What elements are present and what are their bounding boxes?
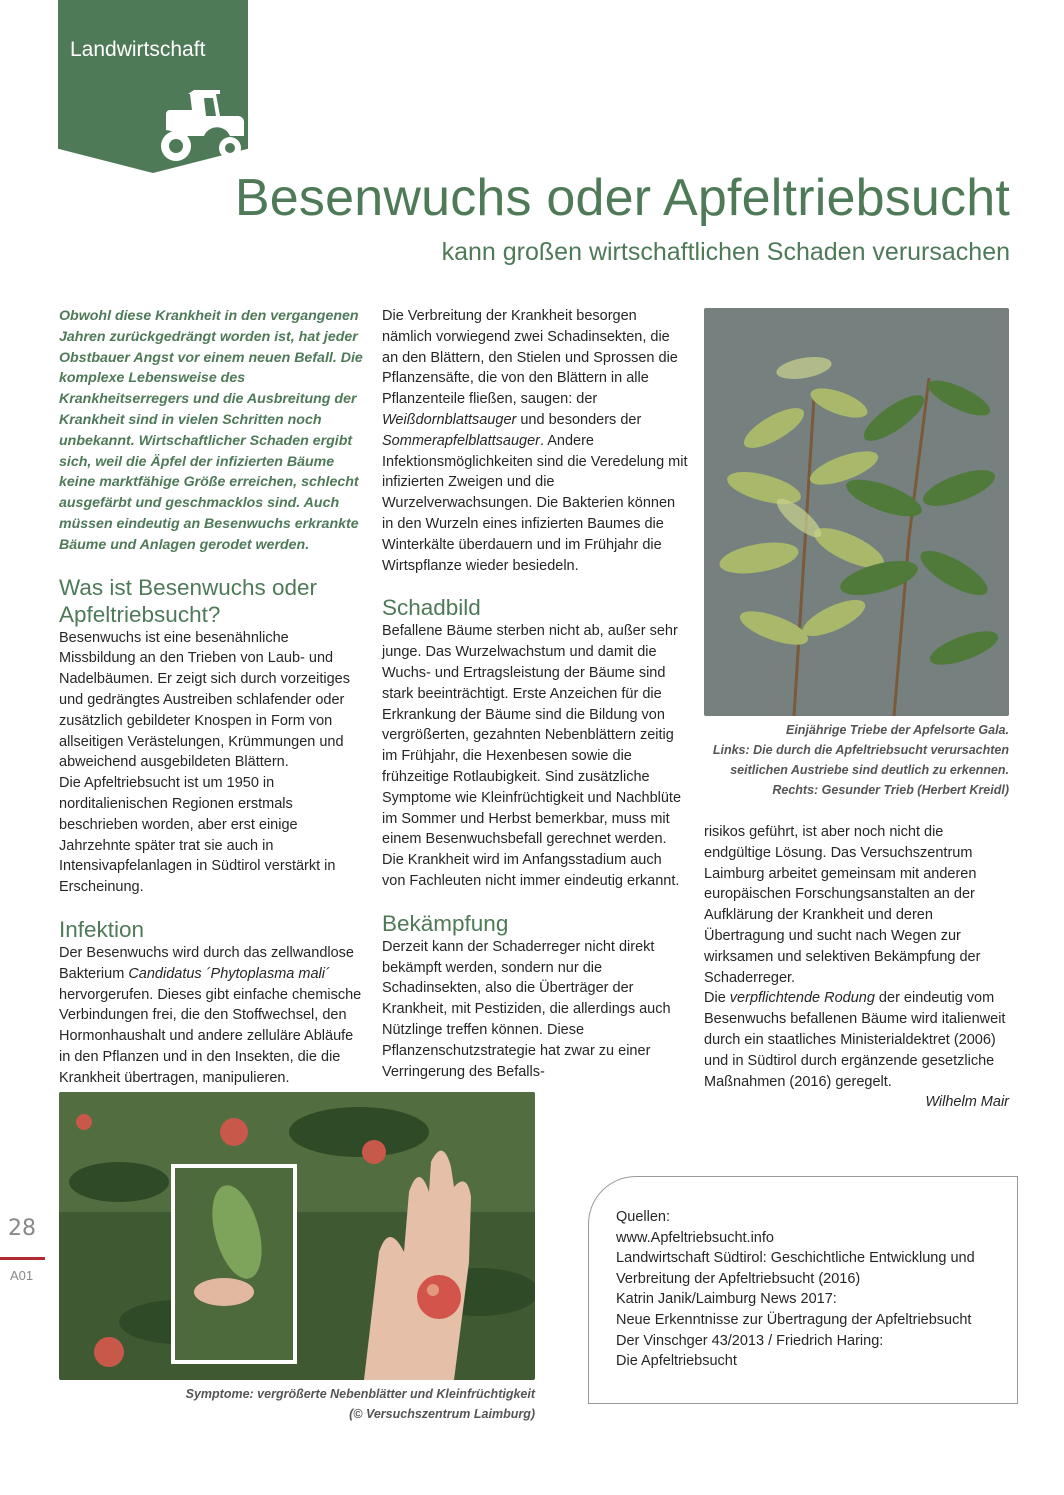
author: Wilhelm Mair [925, 1094, 1009, 1111]
photo-symptoms [59, 1092, 535, 1380]
heading-was-ist: Was ist Besenwuchs oder Apfeltriebsucht? [59, 574, 318, 627]
paragraph-was-2: Die Apfeltriebsucht ist um 1950 in norditalienischen Regionen erstmals beschrieben worden, aber erst einige Jahrzehnte später trat sie auch in Intensivapfelanlagen in Südtirol verstärkt in Erscheinung. [59, 775, 336, 896]
heading-bekaempfung: Bekämpfung [382, 910, 509, 936]
paragraph-risiko: risikos geführt, ist aber noch nicht die endgültige Lösung. Das Versuchszentrum Laimburg arbeitet gemeinsam mit anderen europäischen Forschungsanstalten an der Aufklärung der Krankheit und deren Übertragung und sucht nach Wegen zur wirksamen und selektiven Bekämpfung der Schaderreger. [704, 824, 981, 986]
section-label: Landwirtschaft [70, 38, 206, 61]
page-code: A01 [10, 1268, 34, 1283]
article-title: Besenwuchs oder Apfeltriebsucht [234, 169, 1010, 227]
lead-paragraph: Obwohl diese Krankheit in den vergangenen Jahren zurückgedrängt worden ist, hat jeder Obstbauer Angst vor einem neuen Befall. Die komplexe Lebensweise des Krankheitserregers und die Ausbreitung der Krankheit sind in vielen Schritten noch unbekannt. Wirtschaftlicher Schaden ergibt sich, weil die Äpfel der infizierten Bäume keine marktfähige Größe erreichen, schlecht ausgefärbt und geschmacklos sind. Auch müssen eindeutig an Besenwuchs erkrankte Bäume und Anlagen gerodet werden. [59, 308, 363, 553]
photo-apple-shoots [704, 308, 1009, 716]
column-2 [382, 306, 688, 1082]
photo-bottom-caption: Symptome: vergrößerte Nebenblätter und Kleinfrüchtigkeit (© Versuchszentrum Laimburg) [185, 1387, 535, 1421]
article-subtitle: kann großen wirtschaftlichen Schaden verursachen [441, 238, 1010, 266]
paragraph-bekaempfung: Derzeit kann der Schaderreger nicht direkt bekämpft werden, sondern nur die Schadinsekten, also die Überträger der Krankheit, mit Pestiziden, die allerdings auch Nützlinge treffen können. Diese Pflanzenschutzstrategie hat zwar zu einer Verringerung des Befalls- [382, 938, 671, 1080]
paragraph-verbreitung: Die Verbreitung der Krankheit besorgen nämlich vorwiegend zwei Schadinsekten, die an den Blättern, den Stielen und Sprossen die Pflanzensäfte, die von den Blättern in alle Pflanzenteile fließen, saugen: der Weißdornblattsauger und besonders der Sommerapfelblattsauger. Andere Infektionsmöglichkeiten sind die Veredelung mit infizierten Zweigen und die Wurzelverwachsungen. Die Bakterien können in den Wurzeln eines infizierten Baumes die Winterkälte überdauern und im Frühjahr die Wirtspflanze wieder besiedeln. [382, 308, 688, 574]
photo-top-caption: Einjährige Triebe der Apfelsorte Gala. Links: Die durch die Apfeltriebsucht verursachten seitlichen Austriebe sind deutlich zu erkennen. Rechts: Gesunder Trieb (Herbert Kreidl) [712, 723, 1009, 797]
page-number: 28 [8, 1216, 36, 1241]
heading-schadbild: Schadbild [382, 595, 481, 621]
sources-text: Quellen: www.Apfeltriebsucht.info Landwirtschaft Südtirol: Geschichtliche Entwicklung und Verbreitung der Apfeltriebsucht (2016) Katrin Janik/Laimburg News 2017: Neue Erkenntnisse zur Übertragung der Apfeltriebsucht Der Vinschger 43/2013 / Friedrich Haring: Die Apfeltriebsucht [616, 1209, 975, 1370]
paragraph-rodung: Die verpflichtende Rodung der eindeutig vom Besenwuchs befallenen Bäume wird italienweit durch ein staatliches Ministerialdektret (2006) und in Südtirol durch ergänzende gesetzliche Maßnahmen (2016) geregelt. [704, 990, 1006, 1090]
heading-infektion: Infektion [59, 916, 145, 942]
paragraph-was-1: Besenwuchs ist eine besenähnliche Missbildung an den Trieben von Laub- und Nadelbäumen. Er zeigt sich durch vorzeitiges und gedrängtes Austreiben schlafender oder zusätzlich gebildeter Knospen in Form von allseitigen Verästelungen, Krümmungen und abweichend ausgebildeten Blättern. [59, 629, 350, 771]
page-marker-line [0, 1257, 45, 1260]
paragraph-schadbild: Befallene Bäume sterben nicht ab, außer sehr junge. Das Wurzelwachstum und damit die Wuchs- und Ertragsleistung der Bäume sind stark beeinträchtigt. Erste Anzeichen für die Erkrankung der Bäume sind die Bildung von vergrößerten, gezahnten Nebenblättern zeitig im Frühjahr, die Hexenbesen sowie die frühzeitige Rotlaubigkeit. Sind zusätzliche Symptome wie Kleinfrüchtigkeit und Nachblüte im Sommer und Herbst bemerkbar, muss mit einem Besenwuchsbefall gerechnet werden. Die Krankheit wird im Anfangsstadium auch von Fachleuten nicht immer eindeutig erkannt. [382, 623, 682, 889]
tractor-icon [158, 86, 250, 162]
column-3 [704, 822, 1009, 1113]
column-1 [59, 306, 363, 1089]
paragraph-infektion: Der Besenwuchs wird durch das zellwandlose Bakterium Candidatus ´Phytoplasma mali´ hervorgerufen. Dieses gibt einfache chemische Verbindungen frei, die den Stoffwechsel, den Hormonhaushalt und andere zelluläre Abläufe in den Pflanzen und in den Insekten, die die Krankheit übertragen, manipulieren. [59, 944, 362, 1086]
